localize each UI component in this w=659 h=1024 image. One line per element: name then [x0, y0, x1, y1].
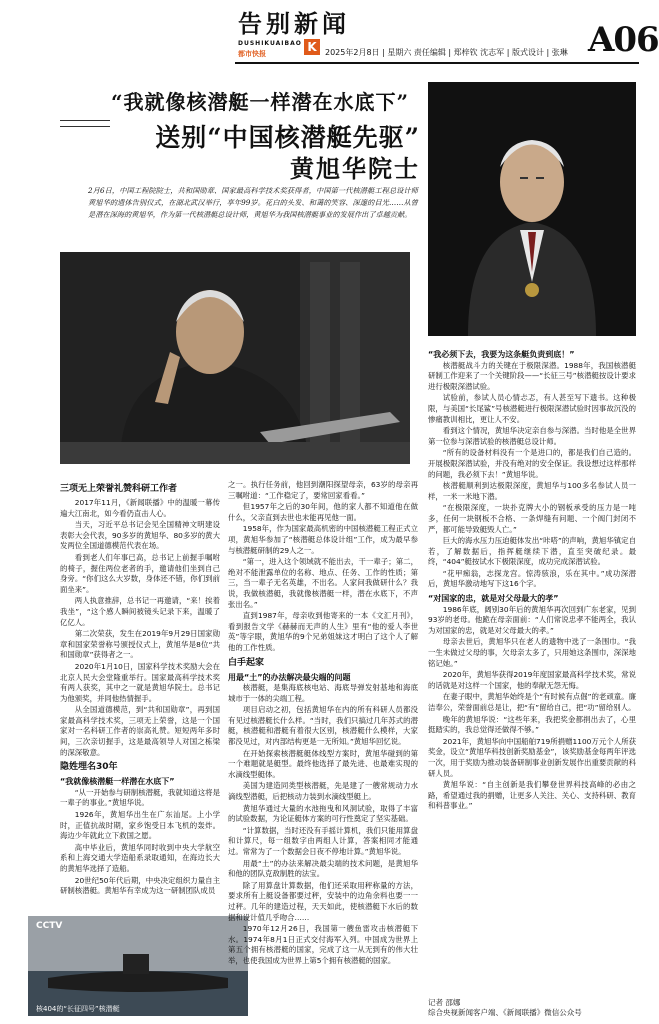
paragraph: 用最“土”的办法来解决最尖端的技术问题，是黄旭华和他的团队克敌制胜的法宝。 — [228, 858, 418, 879]
byline — [428, 998, 582, 1018]
paragraph: 1958年，作为国家最高机密的中国核潜艇工程正式立项，黄旭华参加了“核潜艇总体设计组”工作，成为最早参与核潜艇研制的29人之一。 — [228, 524, 418, 555]
paragraph: 核潜艇，是集海底核电站、海底导弹发射基地和海底城市于一体的尖端工程。 — [228, 683, 418, 703]
paragraph: 2020年1月10日，国家科学技术奖励大会在北京人民大会堂隆重举行。国家最高科学技术奖有两人获奖，其中之一就是黄旭华院士。总书记为他颁奖，并同他热情握手。 — [60, 661, 220, 703]
paragraph: 20世纪50年代后期，中央决定组织力量自主研制核潜艇。黄旭华有幸成为这一研制团队成员 — [60, 875, 220, 896]
section-kicker: “我必须下去，我要为这条艇负责到底！” — [428, 350, 575, 359]
paragraph: 第二次荣获，发生在2019年9月29日国家勋章和国家荣誉称号颁授仪式上，黄旭华是8位“共和国勋章”获得者之一。 — [60, 629, 220, 660]
section-title: 告别新闻 — [238, 10, 350, 38]
paragraph: 1970年12月26日，我国第一艘鱼雷攻击核潜艇下水。1974年8月1日正式交付海军入列。中国成为世界上第五个拥有核潜艇的国家，完成了这一从无到有的伟大壮举，也使我国成为世界上第5个拥有核潜艇的国家。 — [228, 924, 418, 965]
paragraph: 在开始探索核潜艇艇体线型方案时，黄旭华碰到的第一个难题就是艇型。最终他选择了最先进、也最难实现的水滴线型艇体。 — [228, 748, 418, 779]
paragraph: 从全国道德模范，到“共和国勋章”，再到国家最高科学技术奖，三项无上荣誉，这是一个国家对一名科研工作者的崇高礼赞。短短两年多时间，三次亲切握手，这是最高领导人对国之栋梁的深深敬意。 — [60, 705, 220, 757]
section-heading: 三项无上荣誉礼赞科研工作者 — [60, 484, 178, 494]
paragraph: 之一。执行任务前，他回到潮阳探望母亲，63岁的母亲再三嘱咐道：“工作稳定了，要常回家看看。” — [228, 480, 418, 500]
paper-pinyin: DUSHIKUAIBAO — [238, 40, 302, 47]
paragraph: “从一开始参与研制核潜艇，我就知道这将是一辈子的事业。”黄旭华说。 — [60, 787, 220, 808]
main-photo-illustration — [60, 252, 410, 464]
channel-logo: CCTV — [36, 921, 63, 931]
paragraph: 两人执意推辞，总书记一再邀请，“来！挨着我坐”，“这个感人瞬间被镜头记录下来，温暖了亿亿人。 — [60, 596, 220, 627]
paragraph: 核潜艇战斗力的关键在于极限深潜。1988年，我国核潜艇研制工作迎来了一个关键阶段——“长征三号”核潜艇按设计要求进行极限深潜试验。 — [428, 360, 636, 391]
paragraph: 美国为建造同类型核潜艇，先是建了一艘常规动力水滴线型潜艇，后把核动力装到水滴线型艇上。 — [228, 781, 418, 802]
article-column-1 — [60, 480, 220, 898]
paragraph: 核潜艇顺利到达极限深度，黄旭华与100多名参试人员一样，一米一米地下潜。 — [428, 481, 636, 501]
paragraph: 看到老人们年事已高，总书记上前握手嘱咐的椅子，握住两位老者的手，邀请他们坐到自己身旁。“你们这么大岁数，身体还不错，你们到前面坐来”。 — [60, 552, 220, 594]
paragraph: “花甲痴翁，志探龙宫。惊涛骇浪，乐在其中。”成功深潜后，黄旭华激动地写下这16个字。 — [428, 568, 636, 589]
portrait-illustration — [428, 82, 636, 336]
paragraph: 母亲去世后，黄旭华只在老人的遗物中选了一条围巾。“我一生未做过父母的事，欠母亲太多了，只用她这条围巾，深深地铭记她。” — [428, 637, 636, 668]
paragraph: 项目启动之初，包括黄旭华在内的所有科研人员都没有见过核潜艇长什么样。“当时，我们只搞过几年苏式的潜艇，核潜艇和潜艇有着很大区别，核潜艇什么模样，大家都没见过，对内部结构更是一无所知。”黄旭华回忆说。 — [228, 705, 418, 747]
paragraph: “第一，进入这个领域就不能出去，干一辈子；第二，绝对不能泄露单位的名称、地点、任务、工作的性质；第三，当一辈子无名英雄，不出名。人家问我做研什么？我说，我做核潜艇，我就像核潜艇一样，潜在水底下，不声张出名。” — [228, 557, 418, 609]
paragraph: 试验前，参试人员心情忐忑，有人甚至写下遗书。这种极限，与美国“长尾鲨”号核潜艇进行极限深潜试验时因事故沉没的惨痛教训相比，更让人不安。 — [428, 393, 636, 424]
header-rule — [235, 62, 639, 64]
quote-headline: “我就像核潜艇一样潜在水底下” — [110, 90, 409, 114]
main-headline: 送别“中国核潜艇先驱” — [155, 123, 420, 152]
paragraph: 1926年，黄旭华出生在广东汕尾。上小学时，正值抗战时期，家乡饱受日本飞机的轰炸。海边少年就此立下救国之愿。 — [60, 810, 220, 841]
paragraph: 黄旭华说：“自主创新是我们攀登世界科技高峰的必由之路，希望通过我的捐赠，让更多人关注、关心、支持科研、教育和科普事业。” — [428, 780, 636, 811]
paragraph: “所有的设备材料没有一个是进口的，都是我们自己造的。开展极限深潜试验，并没有绝对的安全保证。我设想过这样那样的问题，我必须下去！”黄旭华说。 — [428, 448, 636, 479]
page-number: A06 — [588, 20, 659, 60]
lead-paragraph: 2月6日，中国工程院院士，共和国勋章、国家最高科学技术奖获得者，中国第一代核潜艇工程总设计师黄旭华的遗体告别仪式，在湖北武汉举行，享年99岁。花白的头发、和蔼的笑容、深邃的目光……从曾是潜在深海的黄旭华，作为第一代核潜艇总设计师，黄旭华为我国核潜艇事业的发展作出了卓越贡献。 — [88, 186, 418, 219]
issue-info: 2025年2月8日 | 星期六 责任编辑 | 郑梓钦 沈志军 | 版式设计 | 张琳 — [325, 48, 568, 57]
section-heading: 隐姓埋名30年 — [60, 762, 118, 773]
source-note: 综合央视新闻客户端、《新闻联播》微信公众号 — [428, 1008, 582, 1017]
paragraph: “在极限深度，一块扑克牌大小的钢板承受的压力是一吨多，任何一块钢板不合格、一条焊缝有问题、一个阀门封闭不严，都可能导致艇毁人亡。” — [428, 503, 636, 534]
paragraph: “计算数据，当时还没有手摇计算机，我们只能用算盘和计算尺，每一组数字由两组人计算，答案相同才能通过。常常为了一个数据会日夜不停地计算。”黄旭华说。 — [228, 825, 418, 856]
section-heading: 白手起家 — [228, 657, 265, 668]
reporter: 记者 邵娜 — [428, 998, 461, 1007]
headline-rule — [60, 120, 110, 121]
submarine-photo — [28, 916, 248, 1016]
paper-logo-icon: K — [304, 39, 320, 55]
section-kicker: “对国家的忠，就是对父母最大的孝” — [428, 594, 559, 604]
paragraph: 1986年底，阔别30年后的黄旭华再次回到广东老家，见到93岁的老母。他跪在母亲面前：“人们常说忠孝不能两全，我认为对国家的忠，就是对父母最大的孝。” — [428, 604, 636, 635]
paragraph: 当天，习近平总书记会见全国精神文明建设表彰大会代表，90多岁的黄旭华、80多岁的黄大发两位全国道德模范代表在场。 — [60, 520, 220, 551]
paragraph: 直到1987年，母亲收到他寄来的一本《文汇月刊》，看到报告文学《赫赫而无声的人生》里有“他的爱人李世英”等字眼，黄旭华的9个兄弟姐妹这才明白了这个人了解他的工作性质。 — [228, 611, 418, 652]
paragraph: 但1957年之后的30年间，他的家人都不知道他在做什么，父亲直到去世也未能再见他一面。 — [228, 502, 418, 522]
paragraph: 看到这个情况，黄旭华决定亲自参与深潜。当时他是全世界第一位参与深潜试验的核潜艇总设计师。 — [428, 426, 636, 446]
paragraph: 在妻子眼中，黄旭华始终是个“有时候有点倔”的老顽童。廉洁奉公，荣誉面前总是让，把“有”留给自己，把“功”留给别人。 — [428, 692, 636, 712]
sub-headline: 黄旭华院士 — [290, 154, 420, 183]
section-kicker: 用最“土”的办法解决最尖端的问题 — [228, 672, 351, 682]
article-column-3 — [428, 346, 636, 813]
paragraph: 2020年，黄旭华获得2019年度国家最高科学技术奖，常说的话就是对这样一个国家，他的奉献无怨无悔。 — [428, 670, 636, 690]
headline-rule — [60, 126, 110, 127]
paragraph: 巨大的海水压力压迫艇体发出“咔嗒”的声响，黄旭华镇定自若，了解数据后，指挥艇继续下潜，直至突破纪录。最终，“404”艇按试水下极限深度，成功完成深潜试验。 — [428, 536, 636, 567]
paragraph: 晚年的黄旭华说：“这些年来，我把奖金都捐出去了，心里挺踏实的，我总觉得还做得不够。” — [428, 714, 636, 735]
article-column-2 — [228, 480, 418, 968]
portrait-photo — [428, 82, 636, 336]
main-photo — [60, 252, 410, 464]
paragraph: 高中毕业后，黄旭华同时收到中央大学航空系和上海交通大学造船系录取通知，在海边长大的黄旭华选择了造船。 — [60, 842, 220, 873]
photo-caption: 核404的“长征四号”核潜艇 — [36, 1005, 120, 1013]
section-kicker: “我就像核潜艇一样潜在水底下” — [60, 777, 175, 787]
paragraph: 2021年，黄旭华向中国船舶719所捐赠1100万元个人所获奖金，设立“黄旭华科技创新奖励基金”，该奖励基金每两年评选一次，用于奖励为推动装备研制事业创新发展作出重要贡献的科研人员。 — [428, 736, 636, 778]
paragraph: 黄旭华通过大量的水池拖曳和风洞试验，取得了丰富的试验数据，为论证艇体方案的可行性奠定了坚实基础。 — [228, 803, 418, 824]
paragraph: 2017年11月，《新闻联播》中的温暖一幕传遍大江南北，如今看仍直击人心。 — [60, 498, 220, 518]
paragraph: 除了用算盘计算数据，他们还采取用秤称量的方法，要求所有上艇设备都要过秤，安装中的边角余料也要一一过秤。几年的建造过程，天天如此，使核潜艇下水后的数据和设计值几乎吻合…… — [228, 880, 418, 922]
paper-name: 都市快报 — [238, 50, 266, 58]
submarine-illustration — [28, 916, 248, 1016]
